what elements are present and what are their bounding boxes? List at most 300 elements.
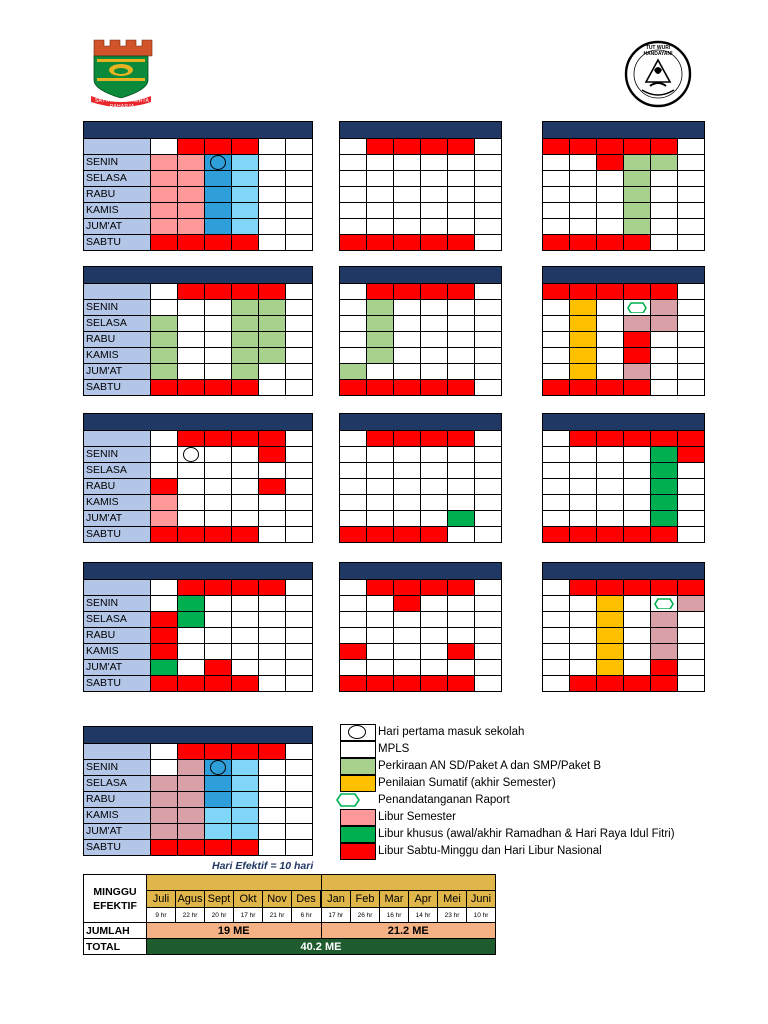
date-cell: [367, 284, 394, 300]
date-cell: [651, 139, 678, 155]
date-cell: [340, 316, 367, 332]
day-label: SENIN: [84, 596, 151, 612]
date-cell: [570, 612, 597, 628]
date-cell: [367, 463, 394, 479]
date-cell: [421, 139, 448, 155]
date-cell: [448, 155, 475, 171]
date-cell: [570, 155, 597, 171]
date-cell: [421, 348, 448, 364]
date-cell: [475, 332, 502, 348]
date-cell: [367, 479, 394, 495]
date-cell: [570, 187, 597, 203]
date-cell: [367, 447, 394, 463]
summary-hours: 23 hr: [438, 908, 467, 923]
month-header: [84, 563, 313, 580]
summary-month: Feb: [351, 891, 380, 908]
date-cell: [543, 660, 570, 676]
date-cell: [232, 744, 259, 760]
summary-hours: 21 hr: [263, 908, 292, 923]
date-cell: [597, 171, 624, 187]
date-cell: [178, 219, 205, 235]
date-cell: [205, 203, 232, 219]
date-cell: [570, 431, 597, 447]
date-cell: [678, 380, 705, 396]
date-cell: [286, 511, 313, 527]
date-cell: [421, 155, 448, 171]
date-cell: [205, 676, 232, 692]
date-cell: [570, 139, 597, 155]
month-header: [84, 122, 313, 139]
date-cell: [286, 348, 313, 364]
date-cell: [340, 447, 367, 463]
day-label: JUM'AT: [84, 511, 151, 527]
date-cell: [448, 676, 475, 692]
date-cell: [678, 203, 705, 219]
date-cell: [570, 203, 597, 219]
date-cell: [597, 479, 624, 495]
date-cell: [340, 511, 367, 527]
date-cell: [394, 139, 421, 155]
date-cell: [340, 660, 367, 676]
summary-month: Mei: [438, 891, 467, 908]
date-cell: [421, 463, 448, 479]
date-cell: [394, 479, 421, 495]
date-cell: [340, 479, 367, 495]
date-cell: [259, 612, 286, 628]
date-cell: [624, 219, 651, 235]
date-cell: [367, 300, 394, 316]
date-cell: [232, 808, 259, 824]
date-cell: [394, 203, 421, 219]
date-cell: [178, 580, 205, 596]
date-cell: [205, 155, 232, 171]
legend-circle-swatch: [340, 724, 376, 741]
date-cell: [367, 676, 394, 692]
date-cell: [475, 139, 502, 155]
day-label: KAMIS: [84, 808, 151, 824]
date-cell: [421, 479, 448, 495]
summary-hours: 17 hr: [234, 908, 263, 923]
date-cell: [678, 527, 705, 543]
legend-label: Penilaian Sumatif (akhir Semester): [378, 777, 556, 789]
date-cell: [367, 155, 394, 171]
date-cell: [259, 808, 286, 824]
date-cell: [678, 495, 705, 511]
tut-wuri-logo-text: TUT WURI HANDAYANI: [643, 45, 673, 57]
date-cell: [286, 744, 313, 760]
date-cell: [543, 479, 570, 495]
date-cell: [624, 527, 651, 543]
date-cell: [651, 219, 678, 235]
date-cell: [624, 380, 651, 396]
date-cell: [205, 511, 232, 527]
date-cell: [178, 776, 205, 792]
date-cell: [259, 155, 286, 171]
date-cell: [259, 447, 286, 463]
total-label: TOTAL: [84, 939, 147, 955]
date-cell: [367, 171, 394, 187]
date-cell: [178, 139, 205, 155]
date-cell: [367, 139, 394, 155]
date-cell: [286, 840, 313, 856]
date-cell: [178, 380, 205, 396]
date-cell: [367, 495, 394, 511]
date-cell: [597, 155, 624, 171]
date-cell: [178, 660, 205, 676]
date-cell: [340, 644, 367, 660]
date-cell: [205, 628, 232, 644]
date-cell: [178, 760, 205, 776]
date-cell: [286, 760, 313, 776]
date-cell: [205, 495, 232, 511]
date-cell: [475, 187, 502, 203]
day-label: SENIN: [84, 447, 151, 463]
date-cell: [151, 463, 178, 479]
date-cell: [448, 300, 475, 316]
date-cell: [232, 431, 259, 447]
date-cell: [475, 644, 502, 660]
date-cell: [367, 235, 394, 251]
date-cell: [421, 628, 448, 644]
date-cell: [543, 219, 570, 235]
report-signing-hex-icon: [627, 302, 647, 313]
date-cell: [232, 219, 259, 235]
date-cell: [543, 527, 570, 543]
date-cell: [394, 380, 421, 396]
date-cell: [232, 580, 259, 596]
date-cell: [394, 644, 421, 660]
date-cell: [286, 219, 313, 235]
legend-swatch: [340, 843, 376, 860]
date-cell: [151, 348, 178, 364]
date-cell: [232, 644, 259, 660]
grand-total: 40.2 ME: [147, 939, 496, 955]
date-cell: [448, 628, 475, 644]
date-cell: [286, 596, 313, 612]
date-cell: [340, 612, 367, 628]
date-cell: [624, 447, 651, 463]
date-cell: [651, 332, 678, 348]
date-cell: [597, 300, 624, 316]
date-cell: [205, 284, 232, 300]
summary-month: Nov: [263, 891, 292, 908]
date-cell: [286, 580, 313, 596]
date-cell: [475, 171, 502, 187]
date-cell: [448, 447, 475, 463]
date-cell: [421, 364, 448, 380]
date-cell: [151, 808, 178, 824]
date-cell: [367, 316, 394, 332]
date-cell: [678, 316, 705, 332]
date-cell: [448, 463, 475, 479]
date-cell: [151, 676, 178, 692]
date-cell: [475, 316, 502, 332]
date-cell: [151, 612, 178, 628]
date-cell: [151, 628, 178, 644]
date-cell: [624, 463, 651, 479]
date-cell: [259, 580, 286, 596]
date-cell: [394, 187, 421, 203]
date-cell: [475, 219, 502, 235]
first-day-circle-icon: [183, 447, 199, 462]
date-cell: [286, 332, 313, 348]
day-label: KAMIS: [84, 348, 151, 364]
date-cell: [178, 744, 205, 760]
date-cell: [651, 203, 678, 219]
date-cell: [259, 219, 286, 235]
date-cell: [448, 235, 475, 251]
date-cell: [597, 612, 624, 628]
date-cell: [178, 511, 205, 527]
date-cell: [678, 332, 705, 348]
legend-swatch: [340, 775, 376, 792]
day-label: SENIN: [84, 155, 151, 171]
date-cell: [421, 644, 448, 660]
legend-hex-swatch: [340, 792, 374, 807]
date-cell: [475, 628, 502, 644]
date-cell: [570, 463, 597, 479]
date-cell: [543, 676, 570, 692]
date-cell: [178, 840, 205, 856]
date-cell: [178, 332, 205, 348]
date-cell: [597, 348, 624, 364]
date-cell: [151, 824, 178, 840]
date-cell: [367, 332, 394, 348]
day-label: RABU: [84, 332, 151, 348]
date-cell: [232, 628, 259, 644]
date-cell: [651, 527, 678, 543]
day-label: JUM'AT: [84, 824, 151, 840]
date-cell: [448, 527, 475, 543]
date-cell: [178, 463, 205, 479]
date-cell: [340, 300, 367, 316]
date-cell: [394, 463, 421, 479]
date-cell: [624, 644, 651, 660]
date-cell: [597, 364, 624, 380]
date-cell: [475, 511, 502, 527]
date-cell: [151, 284, 178, 300]
date-cell: [151, 316, 178, 332]
date-cell: [259, 479, 286, 495]
date-cell: [259, 380, 286, 396]
date-cell: [178, 824, 205, 840]
date-cell: [448, 332, 475, 348]
date-cell: [151, 792, 178, 808]
date-cell: [597, 580, 624, 596]
date-cell: [394, 364, 421, 380]
date-cell: [448, 284, 475, 300]
date-cell: [232, 612, 259, 628]
date-cell: [178, 495, 205, 511]
date-cell: [232, 527, 259, 543]
date-cell: [597, 203, 624, 219]
date-cell: [232, 596, 259, 612]
date-cell: [205, 235, 232, 251]
date-cell: [394, 235, 421, 251]
date-cell: [543, 380, 570, 396]
date-cell: [597, 495, 624, 511]
date-cell: [597, 187, 624, 203]
date-cell: [678, 580, 705, 596]
date-cell: [624, 612, 651, 628]
date-cell: [678, 139, 705, 155]
date-cell: [421, 431, 448, 447]
date-cell: [286, 463, 313, 479]
date-cell: [205, 219, 232, 235]
month-header: [543, 267, 705, 284]
date-cell: [151, 527, 178, 543]
summary-month: Jan: [321, 891, 351, 908]
date-cell: [475, 612, 502, 628]
date-cell: [286, 495, 313, 511]
date-cell: [651, 447, 678, 463]
date-cell: [340, 284, 367, 300]
date-cell: [651, 479, 678, 495]
date-cell: [232, 495, 259, 511]
date-cell: [367, 364, 394, 380]
date-cell: [678, 463, 705, 479]
date-cell: [394, 284, 421, 300]
date-cell: [286, 447, 313, 463]
date-cell: [286, 431, 313, 447]
date-cell: [367, 511, 394, 527]
month-grid: [83, 266, 313, 396]
date-cell: [178, 676, 205, 692]
month-grid: [83, 413, 313, 543]
date-cell: [597, 380, 624, 396]
month-header: [340, 414, 502, 431]
date-cell: [394, 431, 421, 447]
date-cell: [678, 155, 705, 171]
date-cell: [151, 776, 178, 792]
month-grid: [542, 562, 705, 692]
date-cell: [421, 284, 448, 300]
day-label: SENIN: [84, 300, 151, 316]
date-cell: [543, 463, 570, 479]
date-cell: [421, 380, 448, 396]
date-cell: [286, 776, 313, 792]
date-cell: [259, 824, 286, 840]
date-cell: [394, 155, 421, 171]
summary-month: Juli: [147, 891, 176, 908]
date-cell: [259, 792, 286, 808]
date-cell: [286, 139, 313, 155]
date-cell: [367, 660, 394, 676]
date-cell: [651, 348, 678, 364]
date-cell: [651, 495, 678, 511]
month-grid: [83, 562, 313, 692]
date-cell: [340, 332, 367, 348]
date-cell: [570, 332, 597, 348]
date-cell: [475, 284, 502, 300]
semester-1-total: 19 ME: [147, 923, 322, 939]
date-cell: [151, 171, 178, 187]
month-grid: [339, 121, 502, 251]
date-cell: [340, 628, 367, 644]
summary-month: Agus: [176, 891, 205, 908]
month-header: [340, 563, 502, 580]
date-cell: [151, 479, 178, 495]
date-cell: [151, 332, 178, 348]
date-cell: [286, 316, 313, 332]
date-cell: [232, 676, 259, 692]
date-cell: [678, 676, 705, 692]
date-cell: [678, 187, 705, 203]
date-cell: [205, 139, 232, 155]
date-cell: [678, 644, 705, 660]
legend-label: Perkiraan AN SD/Paket A dan SMP/Paket B: [378, 760, 602, 772]
date-cell: [448, 479, 475, 495]
date-cell: [151, 300, 178, 316]
date-cell: [205, 644, 232, 660]
date-cell: [543, 300, 570, 316]
date-cell: [421, 447, 448, 463]
date-cell: [651, 644, 678, 660]
date-cell: [259, 431, 286, 447]
date-cell: [624, 300, 651, 316]
date-cell: [232, 380, 259, 396]
date-cell: [570, 628, 597, 644]
date-cell: [394, 332, 421, 348]
day-label: RABU: [84, 792, 151, 808]
date-cell: [178, 447, 205, 463]
date-cell: [475, 660, 502, 676]
date-cell: [286, 527, 313, 543]
date-cell: [340, 155, 367, 171]
date-cell: [624, 511, 651, 527]
date-cell: [178, 612, 205, 628]
day-label: KAMIS: [84, 644, 151, 660]
date-cell: [259, 511, 286, 527]
date-cell: [367, 219, 394, 235]
date-cell: [624, 596, 651, 612]
date-cell: [340, 235, 367, 251]
summary-hours: 17 hr: [321, 908, 351, 923]
summary-month: Apr: [409, 891, 438, 908]
date-cell: [178, 431, 205, 447]
date-cell: [448, 187, 475, 203]
legend-swatch: [340, 809, 376, 826]
date-cell: [543, 364, 570, 380]
date-cell: [448, 139, 475, 155]
date-cell: [151, 760, 178, 776]
date-cell: [421, 332, 448, 348]
date-cell: [205, 380, 232, 396]
date-cell: [543, 612, 570, 628]
month-grid: [542, 121, 705, 251]
date-cell: [597, 511, 624, 527]
date-cell: [340, 580, 367, 596]
date-cell: [624, 187, 651, 203]
date-cell: [178, 527, 205, 543]
date-cell: [448, 431, 475, 447]
date-cell: [448, 171, 475, 187]
date-cell: [597, 316, 624, 332]
date-cell: [475, 155, 502, 171]
month-grid: [339, 413, 502, 543]
date-cell: [543, 431, 570, 447]
date-cell: [178, 203, 205, 219]
date-cell: [421, 580, 448, 596]
date-cell: [475, 479, 502, 495]
date-cell: [178, 235, 205, 251]
legend-label: Libur Sabtu-Minggu dan Hari Libur Nasional: [378, 845, 602, 857]
legend-swatch: [340, 826, 376, 843]
date-cell: [421, 612, 448, 628]
date-cell: [543, 580, 570, 596]
date-cell: [597, 644, 624, 660]
date-cell: [340, 676, 367, 692]
